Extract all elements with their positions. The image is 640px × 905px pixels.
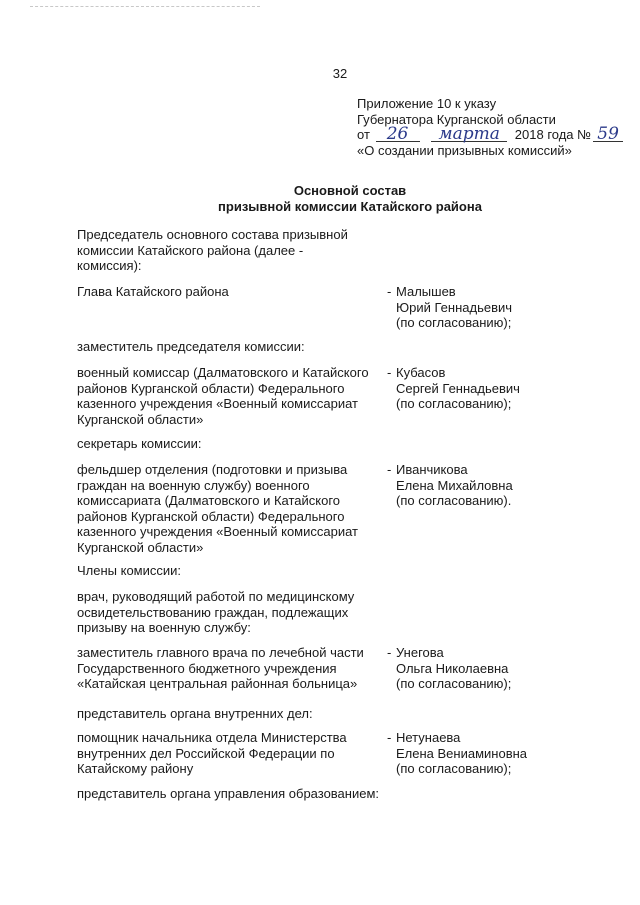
secretary-person: - Иванчикова Елена Михайловна (по согласованию).	[388, 462, 618, 509]
chair-person: - Малышев Юрий Геннадьевич (по согласованию);	[388, 284, 618, 331]
handwritten-day: 26	[376, 127, 420, 142]
appendix-line-2: Губернатора Курганской области	[357, 111, 556, 127]
deputy-person: - Кубасов Сергей Геннадьевич (по согласованию);	[388, 365, 618, 412]
doctor-surname: Унегова	[396, 645, 444, 660]
police-surname: Нетунаева	[396, 730, 461, 745]
scan-edge-artifact	[30, 6, 260, 9]
secretary-note: (по согласованию).	[396, 493, 512, 508]
police-heading: представитель органа внутренних дел:	[77, 706, 313, 721]
secretary-name: Елена Михайловна	[396, 477, 513, 493]
title-line-1: Основной состав	[293, 183, 407, 198]
secretary-heading: секретарь комиссии:	[77, 436, 202, 451]
appendix-header	[357, 96, 627, 158]
appendix-year: 2018 года №	[514, 127, 592, 142]
chair-position: Глава Катайского района	[77, 284, 229, 299]
document-title	[0, 183, 640, 214]
secretary-position: фельдшер отделения (подготовки и призыва граждан на военную службу) военного комиссариата (Далматовского и Катайского районов Курганской области) Федерального казенного учреждения «Военный комиссариат Курганской области»	[77, 462, 358, 555]
appendix-line-1: Приложение 10 к указу	[357, 96, 497, 111]
appendix-date-line	[357, 124, 627, 144]
handwritten-month: марта	[431, 127, 507, 142]
chair-surname: Малышев	[396, 284, 456, 299]
title-line-2: призывной комиссии Катайского района	[218, 198, 482, 214]
police-name: Елена Вениаминовна	[396, 745, 528, 761]
handwritten-number: 59	[593, 127, 623, 142]
police-note: (по согласованию);	[396, 761, 512, 776]
chair-name: Юрий Геннадьевич	[396, 299, 513, 315]
doctor-position: заместитель главного врача по лечебной части Государственного бюджетного учреждения «Катайская центральная районная больница»	[77, 645, 364, 691]
doctor-heading: врач, руководящий работой по медицинскому освидетельствованию граждан, подлежащих призыву на военную службу:	[77, 589, 355, 635]
chair-heading: Председатель основного состава призывной комиссии Катайского района (далее - комиссия):	[77, 227, 348, 273]
doctor-name: Ольга Николаевна	[396, 660, 509, 676]
secretary-surname: Иванчикова	[396, 462, 468, 477]
doctor-note: (по согласованию);	[396, 676, 512, 691]
police-person: - Нетунаева Елена Вениаминовна (по согласованию);	[388, 730, 618, 777]
deputy-heading: заместитель председателя комиссии:	[77, 339, 305, 354]
chair-note: (по согласованию);	[396, 315, 512, 330]
members-heading: Члены комиссии:	[77, 563, 182, 578]
deputy-position: военный комиссар (Далматовского и Катайского районов Курганской области) Федерального казенного учреждения «Военный комиссариат Курганской области»	[77, 365, 369, 427]
doctor-person: - Унегова Ольга Николаевна (по согласованию);	[388, 645, 618, 692]
education-heading: представитель органа управления образованием:	[77, 786, 380, 801]
police-position: помощник начальника отдела Министерства внутренних дел Российской Федерации по Катайскому району	[77, 730, 347, 776]
deputy-name: Сергей Геннадьевич	[396, 380, 520, 396]
appendix-from: от	[357, 127, 370, 142]
appendix-line-4: «О создании призывных комиссий»	[357, 142, 572, 158]
deputy-note: (по согласованию);	[396, 396, 512, 411]
deputy-surname: Кубасов	[396, 365, 446, 380]
page-number: 32	[332, 66, 348, 81]
